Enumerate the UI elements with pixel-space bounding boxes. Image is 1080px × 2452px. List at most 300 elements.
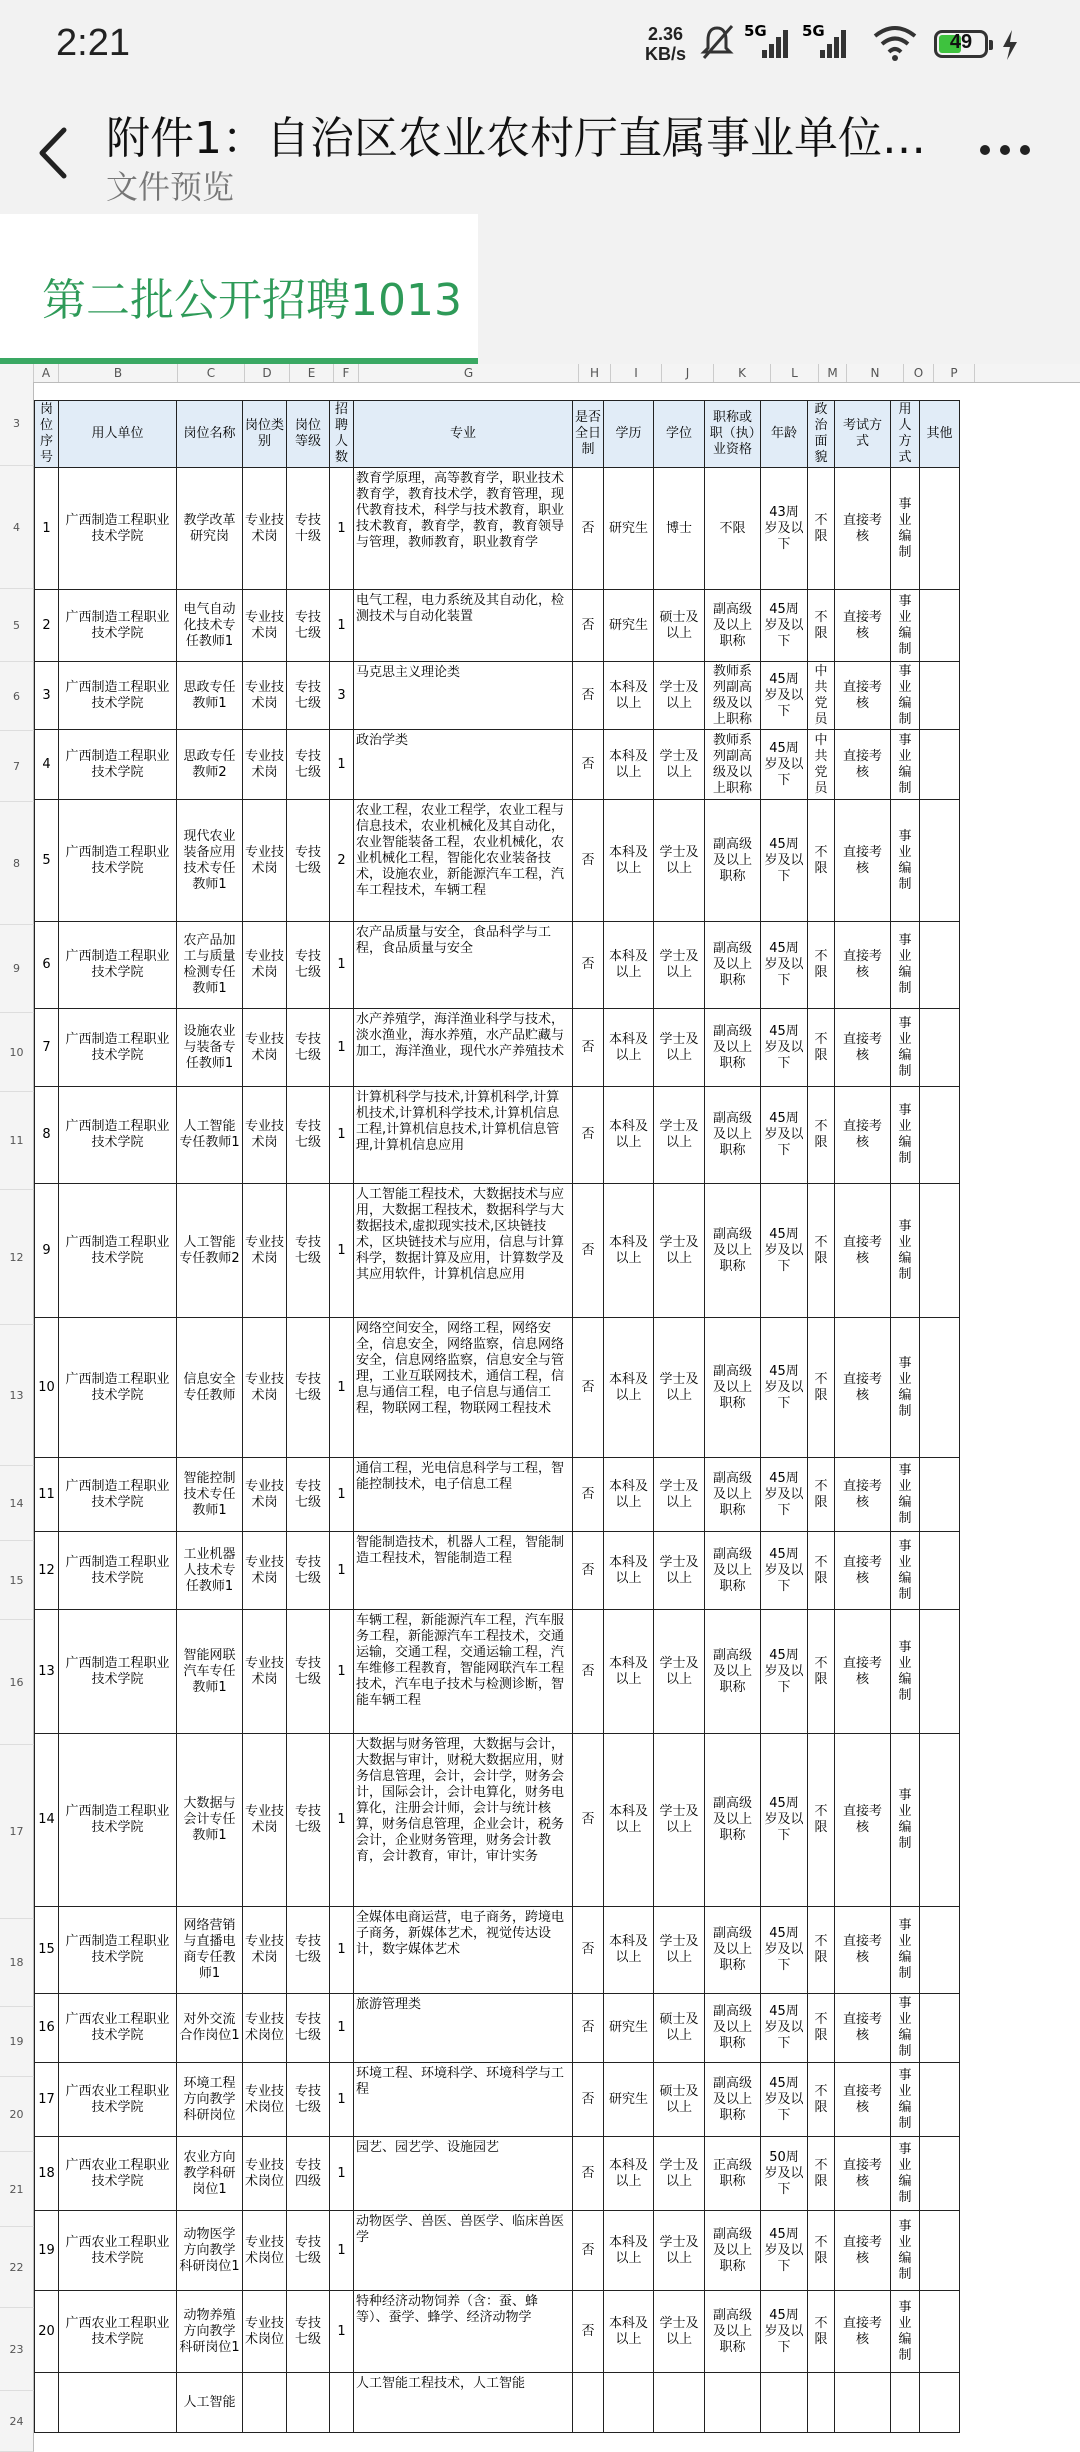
table-cell[interactable]: 不限 [808,1532,835,1610]
table-row[interactable] [35,1318,960,1458]
table-cell[interactable] [920,1458,960,1532]
table-cell[interactable]: 专业技术岗 [243,1458,287,1532]
table-cell[interactable] [891,2373,920,2433]
table-cell[interactable]: 特种经济动物饲养（含：蚕、蜂等）、蚕学、蜂学、经济动物学 [354,2291,573,2373]
table-cell[interactable]: 45周岁及以下 [761,2291,808,2373]
table-cell[interactable]: 本科及以上 [604,2291,654,2373]
table-cell[interactable]: 不限 [808,1009,835,1087]
row-number[interactable]: 9 [0,925,34,1013]
table-cell[interactable]: 车辆工程，新能源汽车工程，汽车服务工程，新能源汽车工程技术，交通运输，交通工程，交通运输工程，汽车维修工程教育，智能网联汽车工程技术，汽车电子技术与检测诊断，智能车辆工程 [354,1610,573,1734]
table-cell[interactable]: 45周岁及以下 [761,1734,808,1907]
table-row[interactable] [35,1532,960,1610]
table-cell[interactable]: 副高级及以上职称 [705,2211,761,2291]
back-arrow-icon[interactable] [28,118,78,188]
table-cell[interactable]: 广西农业工程职业技术学院 [59,1994,177,2063]
table-cell[interactable] [920,2373,960,2433]
table-cell[interactable]: 直接考核 [835,1087,891,1184]
table-cell[interactable]: 广西制造工程职业技术学院 [59,468,177,590]
table-cell[interactable]: 否 [573,662,604,730]
column-letter[interactable]: L [771,364,819,382]
table-cell[interactable]: 副高级及以上职称 [705,1734,761,1907]
table-cell[interactable]: 否 [573,2137,604,2211]
table-cell[interactable]: 45周岁及以下 [761,2211,808,2291]
table-cell[interactable]: 专技七级 [287,1907,330,1994]
table-cell[interactable]: 直接考核 [835,922,891,1009]
table-cell[interactable]: 通信工程，光电信息科学与工程，智能控制技术，电子信息工程 [354,1458,573,1532]
table-cell[interactable]: 专技七级 [287,1009,330,1087]
table-cell[interactable]: 智能网联汽车专任教师1 [177,1610,243,1734]
table-cell[interactable]: 网络空间安全，网络工程，网络安全，信息安全，网络监察，信息网络安全，信息网络监察，信息安全与管理，工业互联网技术，通信工程，信息与通信工程，电子信息与通信工程，物联网工程，物联网工程技术 [354,1318,573,1458]
table-cell[interactable]: 设施农业与装备专任教师1 [177,1009,243,1087]
table-cell[interactable]: 学士及以上 [654,922,705,1009]
table-cell[interactable]: 1 [330,1009,354,1087]
table-cell[interactable]: 专业技术岗 [243,1184,287,1318]
table-cell[interactable]: 副高级及以上职称 [705,1458,761,1532]
table-cell[interactable]: 学士及以上 [654,662,705,730]
table-cell[interactable]: 1 [330,2063,354,2137]
table-cell[interactable]: 否 [573,1009,604,1087]
table-cell[interactable]: 水产养殖学，海洋渔业科学与技术，淡水渔业，海水养殖，水产品贮藏与加工，海洋渔业，现代水产养殖技术 [354,1009,573,1087]
table-cell[interactable]: 17 [35,2063,59,2137]
table-cell[interactable]: 13 [35,1610,59,1734]
table-cell[interactable]: 环境工程方向教学科研岗位 [177,2063,243,2137]
table-row[interactable] [35,1907,960,1994]
table-cell[interactable] [920,1087,960,1184]
table-cell[interactable] [808,2373,835,2433]
table-cell[interactable]: 专业技术岗位 [243,1994,287,2063]
table-cell[interactable]: 副高级及以上职称 [705,1087,761,1184]
table-cell[interactable] [35,2373,59,2433]
table-cell[interactable]: 广西农业工程职业技术学院 [59,2063,177,2137]
row-number[interactable]: 7 [0,731,34,802]
table-cell[interactable]: 本科及以上 [604,1734,654,1907]
table-cell[interactable]: 专业技术岗 [243,1009,287,1087]
table-cell[interactable] [920,1532,960,1610]
table-cell[interactable]: 否 [573,1184,604,1318]
table-cell[interactable]: 9 [35,1184,59,1318]
table-cell[interactable]: 45周岁及以下 [761,1087,808,1184]
table-cell[interactable]: 硕士及以上 [654,1994,705,2063]
spreadsheet-view[interactable] [0,364,1080,2428]
row-number[interactable]: 14 [0,1466,34,1541]
column-letter[interactable]: E [290,364,334,382]
table-cell[interactable]: 学士及以上 [654,730,705,800]
table-cell[interactable]: 现代农业装备应用技术专任教师1 [177,800,243,922]
row-number[interactable]: 12 [0,1190,34,1325]
table-cell[interactable]: 不限 [808,590,835,662]
table-cell[interactable]: 专技十级 [287,468,330,590]
table-cell[interactable]: 学士及以上 [654,1610,705,1734]
table-cell[interactable]: 广西制造工程职业技术学院 [59,1087,177,1184]
table-row[interactable] [35,1458,960,1532]
table-cell[interactable]: 广西制造工程职业技术学院 [59,922,177,1009]
table-cell[interactable]: 政治学类 [354,730,573,800]
table-cell[interactable]: 45周岁及以下 [761,730,808,800]
table-cell[interactable]: 学士及以上 [654,2291,705,2373]
table-cell[interactable]: 教师系列副高级及以上职称 [705,662,761,730]
table-cell[interactable]: 1 [330,1458,354,1532]
table-cell[interactable]: 专技七级 [287,662,330,730]
table-cell[interactable] [604,2373,654,2433]
table-cell[interactable]: 11 [35,1458,59,1532]
table-cell[interactable] [761,2373,808,2433]
table-cell[interactable]: 学士及以上 [654,2137,705,2211]
table-cell[interactable]: 广西制造工程职业技术学院 [59,1907,177,1994]
table-cell[interactable]: 本科及以上 [604,1532,654,1610]
table-cell[interactable]: 专技七级 [287,1532,330,1610]
table-cell[interactable]: 不限 [808,1907,835,1994]
table-cell[interactable]: 副高级及以上职称 [705,1009,761,1087]
table-cell[interactable]: 不限 [808,2063,835,2137]
table-cell[interactable]: 20 [35,2291,59,2373]
table-cell[interactable]: 事业编制 [891,2211,920,2291]
table-cell[interactable] [920,730,960,800]
table-cell[interactable]: 专技七级 [287,922,330,1009]
table-cell[interactable]: 研究生 [604,590,654,662]
table-cell[interactable]: 事业编制 [891,730,920,800]
table-cell[interactable]: 否 [573,1610,604,1734]
table-cell[interactable]: 否 [573,1458,604,1532]
table-cell[interactable] [920,922,960,1009]
table-cell[interactable]: 专技七级 [287,590,330,662]
table-cell[interactable]: 19 [35,2211,59,2291]
table-cell[interactable]: 不限 [705,468,761,590]
table-cell[interactable]: 副高级及以上职称 [705,2063,761,2137]
table-cell[interactable]: 本科及以上 [604,1610,654,1734]
table-cell[interactable]: 45周岁及以下 [761,1610,808,1734]
table-cell[interactable]: 直接考核 [835,2211,891,2291]
table-cell[interactable]: 否 [573,922,604,1009]
table-cell[interactable]: 事业编制 [891,2137,920,2211]
table-cell[interactable]: 14 [35,1734,59,1907]
table-cell[interactable]: 专业技术岗 [243,800,287,922]
table-cell[interactable]: 学士及以上 [654,1009,705,1087]
table-cell[interactable]: 直接考核 [835,2063,891,2137]
table-row[interactable] [35,2291,960,2373]
table-cell[interactable]: 专业技术岗 [243,1318,287,1458]
table-cell[interactable]: 学士及以上 [654,1907,705,1994]
table-cell[interactable] [920,800,960,922]
row-number[interactable]: 5 [0,589,34,662]
row-number[interactable]: 24 [0,2391,34,2452]
table-cell[interactable]: 本科及以上 [604,1458,654,1532]
table-cell[interactable]: 学士及以上 [654,1087,705,1184]
table-cell[interactable]: 2 [35,590,59,662]
table-cell[interactable]: 事业编制 [891,468,920,590]
table-cell[interactable]: 事业编制 [891,1610,920,1734]
table-cell[interactable]: 45周岁及以下 [761,662,808,730]
table-cell[interactable]: 副高级及以上职称 [705,1184,761,1318]
table-cell[interactable]: 智能控制技术专任教师1 [177,1458,243,1532]
table-cell[interactable]: 16 [35,1994,59,2063]
table-cell[interactable]: 副高级及以上职称 [705,590,761,662]
table-cell[interactable]: 50周岁及以下 [761,2137,808,2211]
table-cell[interactable]: 事业编制 [891,1458,920,1532]
table-cell[interactable]: 不限 [808,1734,835,1907]
table-cell[interactable]: 本科及以上 [604,1318,654,1458]
table-cell[interactable]: 广西制造工程职业技术学院 [59,590,177,662]
table-cell[interactable]: 45周岁及以下 [761,1907,808,1994]
table-cell[interactable]: 本科及以上 [604,2211,654,2291]
table-row[interactable] [35,1610,960,1734]
table-cell[interactable]: 1 [330,730,354,800]
table-cell[interactable]: 动物医学方向教学科研岗位1 [177,2211,243,2291]
column-letter[interactable]: K [714,364,771,382]
table-cell[interactable]: 45周岁及以下 [761,1994,808,2063]
table-cell[interactable]: 学士及以上 [654,1458,705,1532]
table-cell[interactable]: 副高级及以上职称 [705,922,761,1009]
table-cell[interactable]: 5 [35,800,59,922]
table-cell[interactable] [705,2373,761,2433]
table-cell[interactable]: 园艺、园艺学、设施园艺 [354,2137,573,2211]
table-cell[interactable]: 事业编制 [891,1009,920,1087]
table-cell[interactable]: 人工智能工程技术，人工智能 [354,2373,573,2433]
table-cell[interactable]: 直接考核 [835,1994,891,2063]
table-cell[interactable]: 否 [573,2063,604,2137]
column-letter[interactable]: A [34,364,59,382]
table-row[interactable] [35,922,960,1009]
table-cell[interactable]: 否 [573,468,604,590]
row-number[interactable]: 16 [0,1620,34,1745]
table-cell[interactable]: 专技七级 [287,730,330,800]
table-cell[interactable] [920,1994,960,2063]
table-cell[interactable]: 环境工程、环境科学、环境科学与工程 [354,2063,573,2137]
table-row[interactable] [35,1184,960,1318]
table-cell[interactable]: 农业方向教学科研岗位1 [177,2137,243,2211]
table-cell[interactable]: 否 [573,2291,604,2373]
table-cell[interactable]: 1 [330,1734,354,1907]
table-cell[interactable]: 学士及以上 [654,1532,705,1610]
table-cell[interactable]: 1 [330,1994,354,2063]
table-cell[interactable]: 43周岁及以下 [761,468,808,590]
table-cell[interactable] [573,2373,604,2433]
table-cell[interactable]: 直接考核 [835,1458,891,1532]
table-cell[interactable]: 否 [573,1318,604,1458]
table-cell[interactable]: 电气自动化技术专任教师1 [177,590,243,662]
table-cell[interactable]: 人工智能 [177,2373,243,2433]
table-cell[interactable]: 45周岁及以下 [761,1532,808,1610]
table-cell[interactable]: 广西制造工程职业技术学院 [59,730,177,800]
table-cell[interactable]: 副高级及以上职称 [705,1907,761,1994]
table-cell[interactable]: 研究生 [604,1994,654,2063]
row-number[interactable]: 15 [0,1541,34,1620]
table-cell[interactable]: 广西制造工程职业技术学院 [59,1458,177,1532]
table-cell[interactable]: 人工智能专任教师1 [177,1087,243,1184]
table-cell[interactable]: 事业编制 [891,2291,920,2373]
table-cell[interactable]: 直接考核 [835,1734,891,1907]
table-cell[interactable]: 本科及以上 [604,662,654,730]
table-cell[interactable]: 否 [573,1087,604,1184]
table-cell[interactable]: 网络营销与直播电商专任教师1 [177,1907,243,1994]
table-cell[interactable]: 1 [330,922,354,1009]
table-cell[interactable]: 直接考核 [835,590,891,662]
table-cell[interactable]: 专技七级 [287,1994,330,2063]
table-cell[interactable]: 否 [573,1994,604,2063]
table-cell[interactable]: 不限 [808,800,835,922]
table-cell[interactable]: 直接考核 [835,730,891,800]
table-cell[interactable]: 不限 [808,468,835,590]
table-cell[interactable]: 不限 [808,1458,835,1532]
table-cell[interactable]: 专技七级 [287,1184,330,1318]
table-cell[interactable]: 不限 [808,1184,835,1318]
table-cell[interactable]: 15 [35,1907,59,1994]
table-row[interactable] [35,662,960,730]
table-cell[interactable]: 不限 [808,922,835,1009]
table-cell[interactable]: 副高级及以上职称 [705,2291,761,2373]
table-cell[interactable]: 大数据与会计专任教师1 [177,1734,243,1907]
row-number[interactable]: 21 [0,2152,34,2227]
table-cell[interactable]: 马克思主义理论类 [354,662,573,730]
table-cell[interactable]: 事业编制 [891,1184,920,1318]
column-letter[interactable]: H [579,364,611,382]
table-cell[interactable]: 18 [35,2137,59,2211]
column-letter[interactable]: G [359,364,579,382]
table-cell[interactable]: 中共党员 [808,730,835,800]
table-cell[interactable]: 广西制造工程职业技术学院 [59,800,177,922]
table-cell[interactable]: 人工智能工程技术，大数据技术与应用，大数据工程技术，数据科学与大数据技术,虚拟现实技术,区块链技术，区块链技术与应用，信息与计算科学，数据计算及应用，计算数学及其应用软件，计算机信息应用 [354,1184,573,1318]
table-cell[interactable] [920,1734,960,1907]
row-number[interactable]: 17 [0,1745,34,1919]
row-number[interactable]: 11 [0,1092,34,1190]
table-cell[interactable]: 否 [573,1734,604,1907]
table-cell[interactable] [287,2373,330,2433]
table-cell[interactable]: 专技七级 [287,1610,330,1734]
table-cell[interactable]: 事业编制 [891,800,920,922]
table-cell[interactable]: 学士及以上 [654,2211,705,2291]
table-cell[interactable]: 45周岁及以下 [761,590,808,662]
table-cell[interactable]: 广西农业工程职业技术学院 [59,2291,177,2373]
table-cell[interactable]: 1 [35,468,59,590]
table-cell[interactable]: 专业技术岗位 [243,2211,287,2291]
table-cell[interactable]: 1 [330,1610,354,1734]
table-cell[interactable]: 全媒体电商运营，电子商务，跨境电子商务，新媒体艺术，视觉传达设计，数字媒体艺术 [354,1907,573,1994]
table-cell[interactable] [920,662,960,730]
table-cell[interactable]: 本科及以上 [604,1009,654,1087]
table-cell[interactable]: 农业工程，农业工程学，农业工程与信息技术，农业机械化及其自动化，农业智能装备工程，农业机械化，农业机械化工程，智能化农业装备技术，设施农业，新能源汽车工程，汽车工程技术，车辆工程 [354,800,573,922]
table-cell[interactable]: 副高级及以上职称 [705,1532,761,1610]
table-cell[interactable]: 45周岁及以下 [761,1318,808,1458]
table-cell[interactable]: 教育学原理，高等教育学，职业技术教育学，教育技术学，教育管理，现代教育技术，科学与技术教育，职业技术教育，教育学，教育，教育领导与管理，教师教育，职业教育学 [354,468,573,590]
table-row[interactable] [35,2211,960,2291]
column-letter[interactable]: D [245,364,290,382]
table-row[interactable] [35,2137,960,2211]
table-cell[interactable] [920,1184,960,1318]
table-cell[interactable]: 否 [573,1907,604,1994]
table-cell[interactable]: 专业技术岗位 [243,2063,287,2137]
table-cell[interactable]: 研究生 [604,468,654,590]
table-cell[interactable]: 本科及以上 [604,1184,654,1318]
table-cell[interactable]: 1 [330,2211,354,2291]
table-cell[interactable] [920,1318,960,1458]
table-cell[interactable]: 1 [330,590,354,662]
table-cell[interactable]: 事业编制 [891,1994,920,2063]
table-cell[interactable]: 专业技术岗 [243,662,287,730]
table-row[interactable] [35,1994,960,2063]
table-cell[interactable]: 专业技术岗 [243,1532,287,1610]
table-cell[interactable]: 对外交流合作岗位1 [177,1994,243,2063]
table-cell[interactable] [920,2063,960,2137]
table-cell[interactable]: 本科及以上 [604,1087,654,1184]
table-cell[interactable]: 农产品质量与安全，食品科学与工程，食品质量与安全 [354,922,573,1009]
table-cell[interactable]: 10 [35,1318,59,1458]
table-cell[interactable]: 智能制造技术，机器人工程，智能制造工程技术，智能制造工程 [354,1532,573,1610]
table-cell[interactable]: 事业编制 [891,1318,920,1458]
table-cell[interactable]: 事业编制 [891,2063,920,2137]
table-cell[interactable]: 不限 [808,1994,835,2063]
table-cell[interactable]: 广西制造工程职业技术学院 [59,1734,177,1907]
table-cell[interactable]: 专技七级 [287,1087,330,1184]
table-row[interactable] [35,800,960,922]
table-cell[interactable]: 农产品加工与质量检测专任教师1 [177,922,243,1009]
table-cell[interactable]: 中共党员 [808,662,835,730]
table-cell[interactable]: 本科及以上 [604,800,654,922]
table-cell[interactable]: 副高级及以上职称 [705,1610,761,1734]
table-cell[interactable]: 1 [330,2137,354,2211]
row-number[interactable]: 23 [0,2308,34,2391]
table-cell[interactable]: 否 [573,2211,604,2291]
table-cell[interactable]: 广西制造工程职业技术学院 [59,1610,177,1734]
table-cell[interactable]: 7 [35,1009,59,1087]
table-cell[interactable] [330,2373,354,2433]
table-cell[interactable]: 本科及以上 [604,1907,654,1994]
table-cell[interactable]: 广西制造工程职业技术学院 [59,1184,177,1318]
table-cell[interactable]: 学士及以上 [654,800,705,922]
table-cell[interactable]: 硕士及以上 [654,590,705,662]
table-cell[interactable]: 专技七级 [287,1318,330,1458]
table-cell[interactable]: 事业编制 [891,1907,920,1994]
table-cell[interactable]: 专业技术岗 [243,590,287,662]
table-cell[interactable]: 直接考核 [835,662,891,730]
table-cell[interactable]: 不限 [808,2211,835,2291]
row-number[interactable]: 8 [0,802,34,925]
column-letter[interactable]: N [847,364,904,382]
table-cell[interactable]: 广西制造工程职业技术学院 [59,1532,177,1610]
table-cell[interactable]: 专业技术岗 [243,1734,287,1907]
column-letter[interactable]: P [934,364,975,382]
table-cell[interactable] [920,2137,960,2211]
more-options-icon[interactable] [975,130,1035,170]
table-cell[interactable]: 1 [330,1087,354,1184]
table-cell[interactable]: 副高级及以上职称 [705,1994,761,2063]
table-cell[interactable]: 直接考核 [835,1009,891,1087]
table-cell[interactable]: 专业技术岗 [243,1087,287,1184]
table-cell[interactable] [59,2373,177,2433]
table-cell[interactable]: 8 [35,1087,59,1184]
table-cell[interactable]: 2 [330,800,354,922]
table-cell[interactable]: 专技七级 [287,2291,330,2373]
row-number[interactable]: 3 [0,382,34,466]
table-cell[interactable]: 副高级及以上职称 [705,800,761,922]
table-cell[interactable]: 思政专任教师2 [177,730,243,800]
table-cell[interactable] [920,590,960,662]
table-cell[interactable] [920,1610,960,1734]
table-cell[interactable]: 正高级职称 [705,2137,761,2211]
table-cell[interactable]: 专技七级 [287,1734,330,1907]
table-cell[interactable]: 专业技术岗 [243,1610,287,1734]
table-cell[interactable]: 专技七级 [287,2211,330,2291]
table-cell[interactable]: 否 [573,730,604,800]
table-cell[interactable]: 广西制造工程职业技术学院 [59,1318,177,1458]
row-number[interactable]: 19 [0,2007,34,2077]
table-cell[interactable]: 3 [35,662,59,730]
table-row[interactable] [35,1009,960,1087]
table-cell[interactable] [920,468,960,590]
table-cell[interactable]: 工业机器人技术专任教师1 [177,1532,243,1610]
table-cell[interactable]: 教师系列副高级及以上职称 [705,730,761,800]
table-row[interactable] [35,590,960,662]
table-cell[interactable]: 专技七级 [287,2063,330,2137]
table-cell[interactable]: 否 [573,1532,604,1610]
